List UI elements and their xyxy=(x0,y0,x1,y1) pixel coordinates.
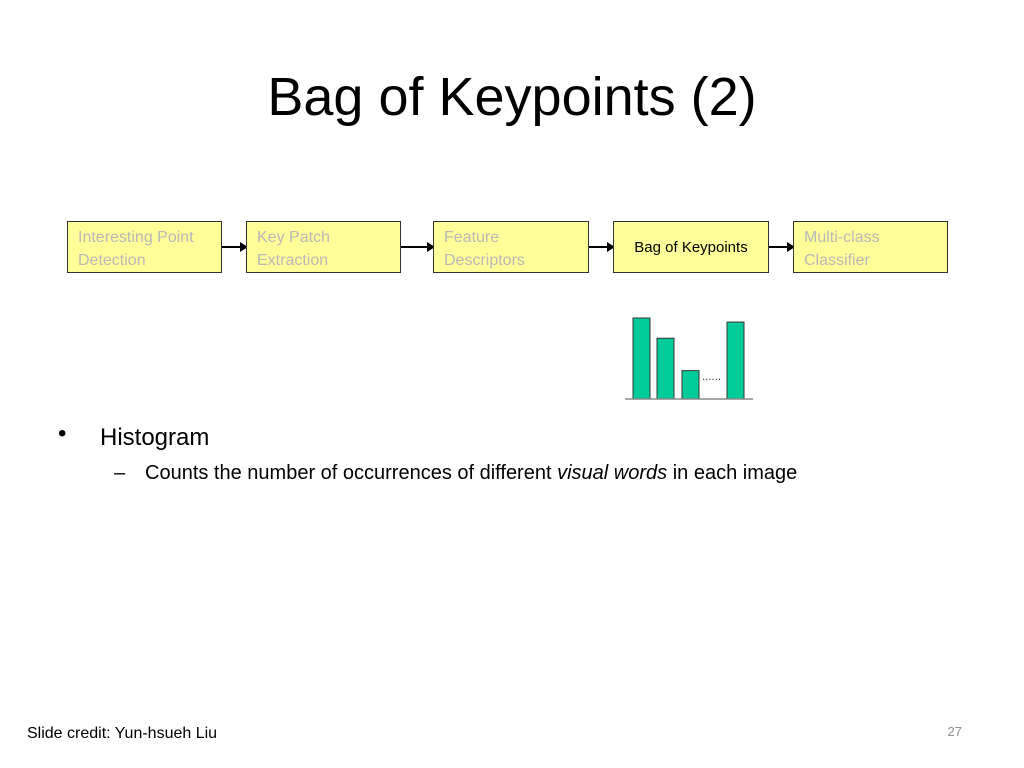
arrow-3 xyxy=(589,246,613,248)
sub-bullet-text-before: Counts the number of occurrences of different xyxy=(145,462,558,484)
bullet-marker: • xyxy=(58,420,67,447)
stage-label-line1: Bag of Keypoints xyxy=(634,239,748,256)
stage-label-line2: Descriptors xyxy=(444,252,525,269)
page-number: 27 xyxy=(947,724,962,739)
sub-bullet-text-after: in each image xyxy=(667,462,798,484)
stage-label-line2: Classifier xyxy=(804,252,870,269)
stage-bag-of-keypoints xyxy=(613,221,769,273)
pipeline-diagram xyxy=(0,0,1024,300)
stage-label-line1: Key Patch xyxy=(257,229,330,246)
histogram-bar-3 xyxy=(682,371,699,399)
histogram-gap-marker: ...... xyxy=(702,372,722,383)
histogram-bar-4 xyxy=(727,322,744,399)
sub-bullet-marker: – xyxy=(114,462,126,484)
stage-label-line1: Feature xyxy=(444,229,500,246)
stage-interesting-point-detection xyxy=(67,221,222,273)
arrow-1 xyxy=(222,246,246,248)
histogram-bar-2 xyxy=(657,338,674,399)
stage-label-line2: Detection xyxy=(78,252,146,269)
stage-label-line1: Interesting Point xyxy=(78,229,194,246)
slide-title: Bag of Keypoints (2) xyxy=(267,67,757,127)
stage-label-line2: Extraction xyxy=(257,252,329,269)
histogram-icon xyxy=(620,310,760,410)
bullet-text: Histogram xyxy=(100,424,210,451)
sub-bullet-emphasis: visual words xyxy=(557,462,668,484)
stage-label-line1: Multi-class xyxy=(804,229,880,246)
stage-multi-class-classifier xyxy=(793,221,948,273)
histogram-bar-1 xyxy=(633,318,650,399)
arrow-2 xyxy=(401,246,433,248)
arrow-4 xyxy=(769,246,793,248)
stage-key-patch-extraction xyxy=(246,221,401,273)
slide-credit: Slide credit: Yun-hsueh Liu xyxy=(27,725,218,742)
stage-feature-descriptors xyxy=(433,221,589,273)
sub-bullet-text xyxy=(145,462,797,485)
